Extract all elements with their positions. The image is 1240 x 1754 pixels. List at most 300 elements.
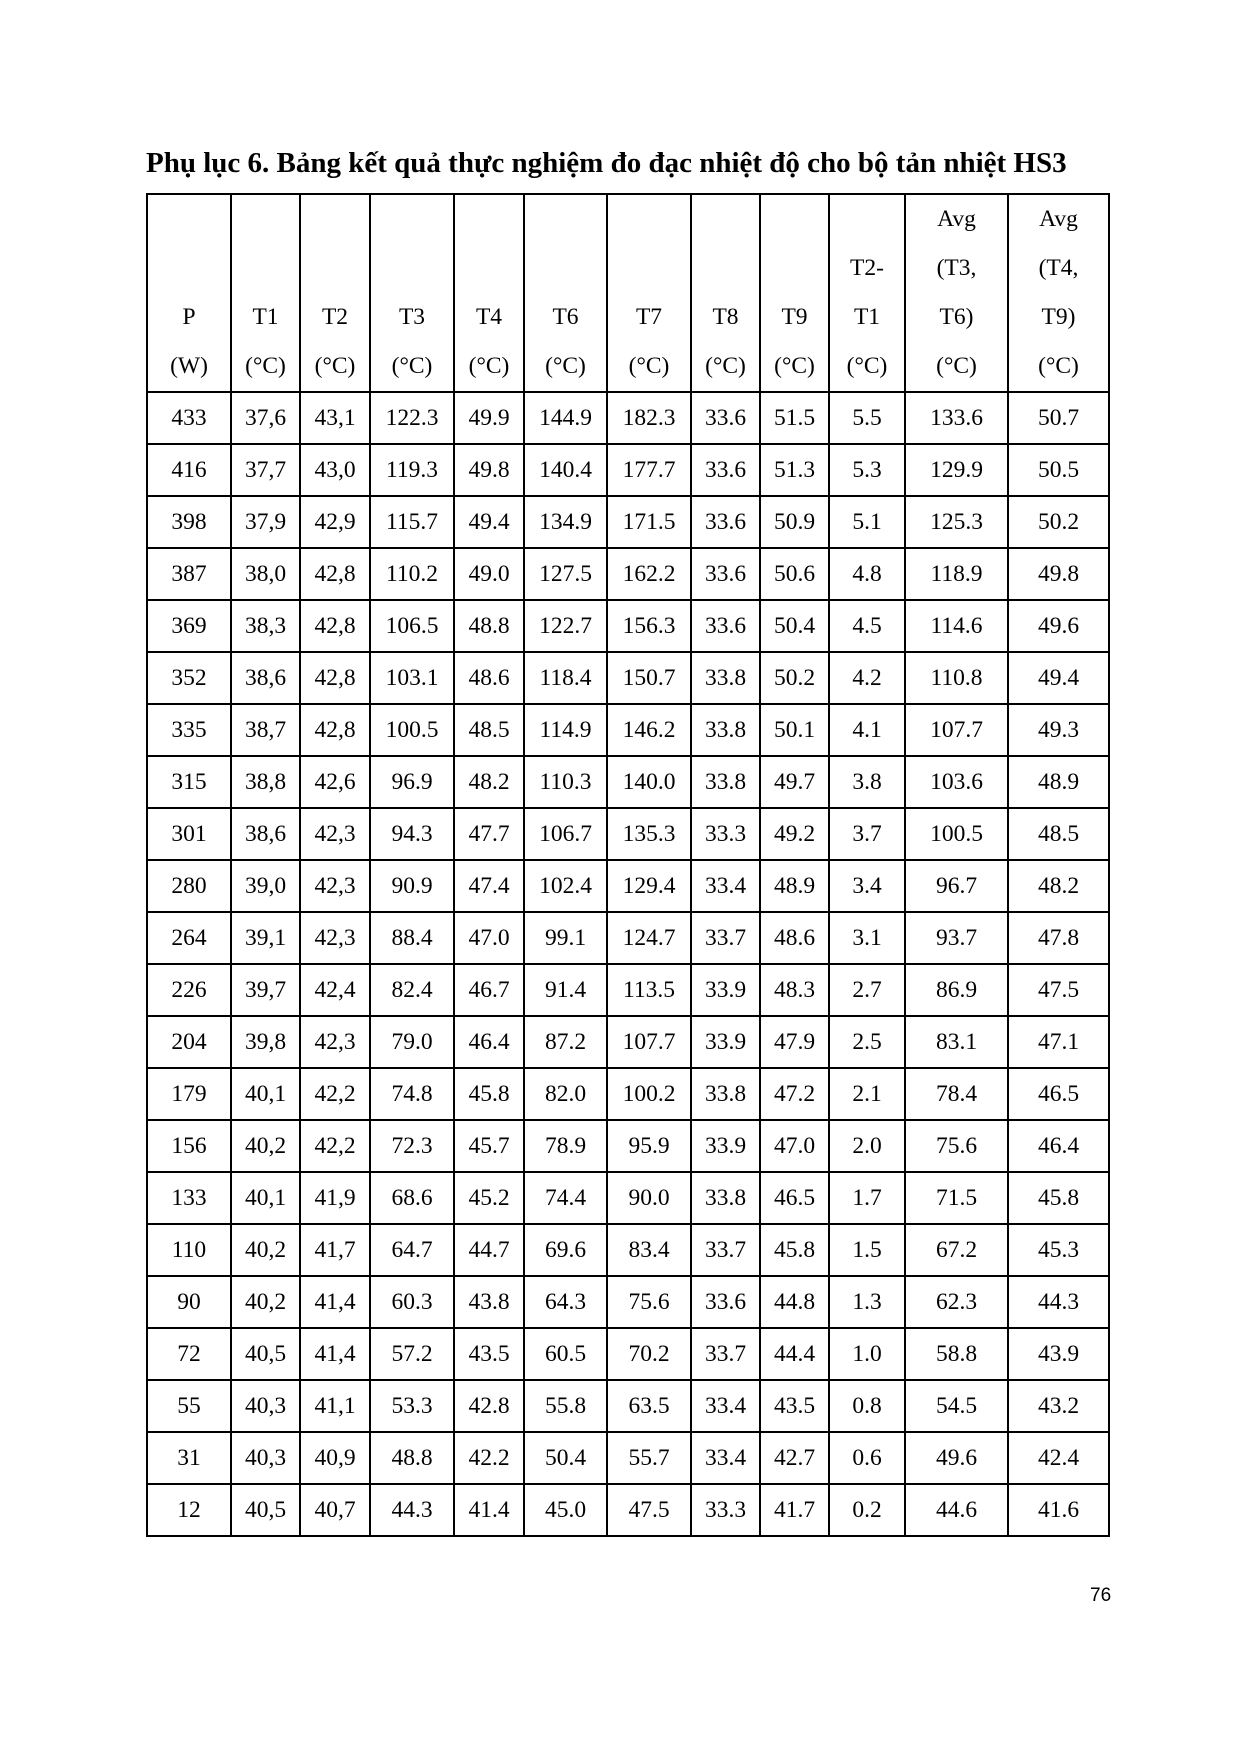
table-cell: 107.7 [905,704,1008,756]
table-cell: 50.5 [1008,444,1109,496]
table-cell: 48.5 [454,704,524,756]
table-cell: 115.7 [370,496,454,548]
table-cell: 48.8 [370,1432,454,1484]
table-cell: 49.2 [760,808,829,860]
table-cell: 58.8 [905,1328,1008,1380]
table-cell: 40,7 [300,1484,370,1536]
column-header [454,194,524,392]
table-cell: 33.6 [691,392,760,444]
table-cell: 110.2 [370,548,454,600]
table-cell: 83.1 [905,1016,1008,1068]
table-cell: 46.5 [760,1172,829,1224]
table-cell: 95.9 [607,1120,691,1172]
results-table [146,193,1110,1537]
table-cell: 39,1 [231,912,300,964]
table-row [147,912,1109,964]
column-header-line: T2 [321,304,349,330]
table-cell: 82.4 [370,964,454,1016]
table-cell: 38,0 [231,548,300,600]
table-cell: 133 [147,1172,231,1224]
table-cell: 50.4 [524,1432,607,1484]
table-cell: 75.6 [607,1276,691,1328]
table-cell: 41.4 [454,1484,524,1536]
table-cell: 125.3 [905,496,1008,548]
table-cell: 133.6 [905,392,1008,444]
table-cell: 74.4 [524,1172,607,1224]
column-header-line: (W) [170,353,208,379]
table-cell: 48.8 [454,600,524,652]
column-header-line: (°C) [245,353,286,379]
table-cell: 38,6 [231,652,300,704]
table-cell: 100.5 [370,704,454,756]
table-cell: 43,0 [300,444,370,496]
table-cell: 50.2 [1008,496,1109,548]
table-row [147,704,1109,756]
table-cell: 2.1 [829,1068,905,1120]
table-cell: 40,2 [231,1224,300,1276]
table-cell: 42,2 [300,1068,370,1120]
column-header-line: T2- [850,255,884,281]
table-cell: 42.7 [760,1432,829,1484]
table-cell: 37,9 [231,496,300,548]
column-header-line: (°C) [314,353,356,379]
table-cell: 1.5 [829,1224,905,1276]
column-header-line: T1 [252,304,279,330]
table-row [147,1016,1109,1068]
table-cell: 48.2 [454,756,524,808]
table-cell: 42,3 [300,860,370,912]
column-header [300,194,370,392]
table-cell: 82.0 [524,1068,607,1120]
table-cell: 33.3 [691,1484,760,1536]
table-cell: 96.9 [370,756,454,808]
table-cell: 100.5 [905,808,1008,860]
column-header-line: (°C) [774,353,815,379]
table-cell: 42,8 [300,600,370,652]
column-header-line: (°C) [391,353,433,379]
table-cell: 42.8 [454,1380,524,1432]
table-cell: 33.3 [691,808,760,860]
table-cell: 0.2 [829,1484,905,1536]
table-cell: 50.6 [760,548,829,600]
table-row [147,548,1109,600]
table-cell: 68.6 [370,1172,454,1224]
table-row [147,1068,1109,1120]
table-cell: 38,8 [231,756,300,808]
table-cell: 67.2 [905,1224,1008,1276]
column-header-line: T1 [853,304,881,330]
table-row [147,1432,1109,1484]
table-cell: 42,8 [300,704,370,756]
table-cell: 42,4 [300,964,370,1016]
table-cell: 83.4 [607,1224,691,1276]
table-cell: 107.7 [607,1016,691,1068]
table-row [147,444,1109,496]
table-cell: 122.7 [524,600,607,652]
table-cell: 171.5 [607,496,691,548]
table-cell: 110 [147,1224,231,1276]
table-cell: 44.3 [370,1484,454,1536]
table-cell: 41,1 [300,1380,370,1432]
table-cell: 146.2 [607,704,691,756]
column-header-line: (°C) [628,353,670,379]
table-cell: 33.9 [691,964,760,1016]
table-row [147,1380,1109,1432]
table-row [147,1172,1109,1224]
table-cell: 60.5 [524,1328,607,1380]
table-cell: 49.0 [454,548,524,600]
table-cell: 33.9 [691,1120,760,1172]
table-cell: 118.4 [524,652,607,704]
table-cell: 48.5 [1008,808,1109,860]
table-cell: 33.4 [691,1380,760,1432]
table-cell: 41.6 [1008,1484,1109,1536]
table-cell: 44.4 [760,1328,829,1380]
column-header-line: T6 [552,304,579,330]
table-cell: 51.3 [760,444,829,496]
table-cell: 33.6 [691,548,760,600]
column-header-line: P [182,304,196,330]
table-cell: 33.7 [691,1328,760,1380]
table-cell: 40,5 [231,1328,300,1380]
table-cell: 45.8 [760,1224,829,1276]
column-header [231,194,300,392]
table-cell: 119.3 [370,444,454,496]
table-cell: 40,1 [231,1068,300,1120]
column-header-line: T4 [475,304,503,330]
table-cell: 93.7 [905,912,1008,964]
table-cell: 45.2 [454,1172,524,1224]
table-cell: 72.3 [370,1120,454,1172]
table-cell: 49.4 [454,496,524,548]
table-cell: 129.9 [905,444,1008,496]
table-cell: 177.7 [607,444,691,496]
table-cell: 204 [147,1016,231,1068]
table-cell: 45.0 [524,1484,607,1536]
table-cell: 42.2 [454,1432,524,1484]
table-cell: 42,3 [300,808,370,860]
table-cell: 106.7 [524,808,607,860]
column-header-line: T3 [398,304,426,330]
table-row [147,1224,1109,1276]
table-cell: 2.0 [829,1120,905,1172]
table-cell: 50.2 [760,652,829,704]
table-cell: 70.2 [607,1328,691,1380]
table-cell: 49.4 [1008,652,1109,704]
table-cell: 46.4 [454,1016,524,1068]
table-row [147,1328,1109,1380]
table-cell: 43.2 [1008,1380,1109,1432]
table-cell: 33.6 [691,600,760,652]
table-cell: 41,7 [300,1224,370,1276]
column-header-line: T8 [712,304,739,330]
table-cell: 96.7 [905,860,1008,912]
table-cell: 90.0 [607,1172,691,1224]
column-header [370,194,454,392]
table-cell: 4.8 [829,548,905,600]
table-cell: 99.1 [524,912,607,964]
table-cell: 33.6 [691,444,760,496]
column-header-line: (T3, [936,255,977,281]
table-cell: 140.0 [607,756,691,808]
table-cell: 113.5 [607,964,691,1016]
table-cell: 72 [147,1328,231,1380]
table-cell: 150.7 [607,652,691,704]
table-cell: 75.6 [905,1120,1008,1172]
table-cell: 41,4 [300,1328,370,1380]
table-row [147,392,1109,444]
table-cell: 74.8 [370,1068,454,1120]
table-cell: 60.3 [370,1276,454,1328]
table-cell: 144.9 [524,392,607,444]
table-cell: 43.5 [454,1328,524,1380]
table-cell: 39,8 [231,1016,300,1068]
table-cell: 103.6 [905,756,1008,808]
table-cell: 69.6 [524,1224,607,1276]
table-cell: 44.3 [1008,1276,1109,1328]
table-body [147,392,1109,1536]
table-cell: 47.5 [1008,964,1109,1016]
table-cell: 398 [147,496,231,548]
table-cell: 40,9 [300,1432,370,1484]
table-cell: 352 [147,652,231,704]
table-cell: 44.6 [905,1484,1008,1536]
table-cell: 49.7 [760,756,829,808]
table-cell: 43.9 [1008,1328,1109,1380]
table-cell: 110.3 [524,756,607,808]
table-cell: 51.5 [760,392,829,444]
table-cell: 38,6 [231,808,300,860]
table-cell: 86.9 [905,964,1008,1016]
table-cell: 33.6 [691,496,760,548]
table-cell: 71.5 [905,1172,1008,1224]
table-cell: 48.6 [454,652,524,704]
table-cell: 64.3 [524,1276,607,1328]
table-cell: 55.8 [524,1380,607,1432]
column-header [905,194,1008,392]
column-header [147,194,231,392]
table-cell: 79.0 [370,1016,454,1068]
table-cell: 41,9 [300,1172,370,1224]
header-row [147,194,1109,392]
table-cell: 53.3 [370,1380,454,1432]
table-cell: 369 [147,600,231,652]
column-header-line: T9) [1041,304,1076,330]
table-cell: 57.2 [370,1328,454,1380]
table-cell: 49.3 [1008,704,1109,756]
table-cell: 127.5 [524,548,607,600]
table-cell: 433 [147,392,231,444]
table-cell: 40,2 [231,1276,300,1328]
table-cell: 48.2 [1008,860,1109,912]
table-cell: 129.4 [607,860,691,912]
table-cell: 47.4 [454,860,524,912]
table-cell: 0.8 [829,1380,905,1432]
table-cell: 50.4 [760,600,829,652]
table-cell: 12 [147,1484,231,1536]
table-cell: 1.3 [829,1276,905,1328]
table-cell: 43,1 [300,392,370,444]
column-header-line: (°C) [545,353,586,379]
table-row [147,964,1109,1016]
table-cell: 44.7 [454,1224,524,1276]
table-row [147,496,1109,548]
table-cell: 2.7 [829,964,905,1016]
table-cell: 40,2 [231,1120,300,1172]
table-cell: 42,2 [300,1120,370,1172]
table-cell: 78.9 [524,1120,607,1172]
table-cell: 301 [147,808,231,860]
table-cell: 49.6 [1008,600,1109,652]
table-cell: 55.7 [607,1432,691,1484]
table-cell: 100.2 [607,1068,691,1120]
column-header [829,194,905,392]
table-cell: 4.5 [829,600,905,652]
column-header-line: (°C) [1038,353,1079,379]
table-cell: 49.6 [905,1432,1008,1484]
table-cell: 33.7 [691,1224,760,1276]
table-cell: 43.8 [454,1276,524,1328]
table-cell: 44.8 [760,1276,829,1328]
table-cell: 179 [147,1068,231,1120]
table-cell: 135.3 [607,808,691,860]
column-header [760,194,829,392]
table-cell: 47.0 [454,912,524,964]
table-cell: 110.8 [905,652,1008,704]
table-cell: 3.7 [829,808,905,860]
column-header-line: T7 [635,304,663,330]
table-cell: 87.2 [524,1016,607,1068]
table-row [147,1276,1109,1328]
table-cell: 47.7 [454,808,524,860]
column-header [691,194,760,392]
table-cell: 3.1 [829,912,905,964]
table-cell: 41,4 [300,1276,370,1328]
table-cell: 140.4 [524,444,607,496]
table-cell: 0.6 [829,1432,905,1484]
table-cell: 48.6 [760,912,829,964]
table-cell: 387 [147,548,231,600]
table-row [147,1120,1109,1172]
table-row [147,808,1109,860]
table-cell: 42,9 [300,496,370,548]
table-cell: 42.4 [1008,1432,1109,1484]
column-header-line: (°C) [468,353,510,379]
table-cell: 40,3 [231,1432,300,1484]
table-cell: 45.8 [454,1068,524,1120]
table-cell: 31 [147,1432,231,1484]
table-cell: 54.5 [905,1380,1008,1432]
table-cell: 315 [147,756,231,808]
column-header-line: (°C) [936,353,977,379]
table-cell: 2.5 [829,1016,905,1068]
table-cell: 48.3 [760,964,829,1016]
table-cell: 50.7 [1008,392,1109,444]
table-cell: 124.7 [607,912,691,964]
table-cell: 46.4 [1008,1120,1109,1172]
table-cell: 103.1 [370,652,454,704]
table-cell: 33.4 [691,1432,760,1484]
table-cell: 45.7 [454,1120,524,1172]
table-cell: 156 [147,1120,231,1172]
column-header-line: Avg [1039,206,1078,232]
table-cell: 5.3 [829,444,905,496]
table-cell: 48.9 [1008,756,1109,808]
table-cell: 38,7 [231,704,300,756]
table-cell: 90 [147,1276,231,1328]
table-cell: 39,0 [231,860,300,912]
table-cell: 62.3 [905,1276,1008,1328]
column-header-line: Avg [937,206,976,232]
table-cell: 46.5 [1008,1068,1109,1120]
table-row [147,860,1109,912]
table-cell: 156.3 [607,600,691,652]
page-number: 76 [1090,1585,1112,1606]
table-cell: 42,8 [300,548,370,600]
table-cell: 47.8 [1008,912,1109,964]
column-header-line: T6) [939,304,974,330]
table-cell: 33.6 [691,1276,760,1328]
table-cell: 5.5 [829,392,905,444]
table-cell: 50.9 [760,496,829,548]
table-cell: 264 [147,912,231,964]
table-cell: 33.7 [691,912,760,964]
table-cell: 114.6 [905,600,1008,652]
table-cell: 33.4 [691,860,760,912]
table-cell: 42,3 [300,1016,370,1068]
table-cell: 47.2 [760,1068,829,1120]
table-cell: 42,8 [300,652,370,704]
table-cell: 43.5 [760,1380,829,1432]
table-cell: 122.3 [370,392,454,444]
table-cell: 1.7 [829,1172,905,1224]
table-cell: 38,3 [231,600,300,652]
table-cell: 37,7 [231,444,300,496]
table-row [147,600,1109,652]
table-cell: 37,6 [231,392,300,444]
table-cell: 3.4 [829,860,905,912]
table-cell: 33.9 [691,1016,760,1068]
table-cell: 4.2 [829,652,905,704]
table-cell: 182.3 [607,392,691,444]
table-cell: 335 [147,704,231,756]
table-cell: 42,6 [300,756,370,808]
table-cell: 416 [147,444,231,496]
table-cell: 40,1 [231,1172,300,1224]
table-cell: 106.5 [370,600,454,652]
table-cell: 64.7 [370,1224,454,1276]
table-cell: 102.4 [524,860,607,912]
column-header-line: T9 [781,304,808,330]
table-cell: 280 [147,860,231,912]
table-cell: 40,5 [231,1484,300,1536]
table-cell: 46.7 [454,964,524,1016]
table-row [147,652,1109,704]
table-cell: 39,7 [231,964,300,1016]
table-cell: 48.9 [760,860,829,912]
table-cell: 42,3 [300,912,370,964]
column-header-line: (°C) [705,353,746,379]
table-cell: 118.9 [905,548,1008,600]
table-cell: 47.0 [760,1120,829,1172]
page-title: Phụ lục 6. Bảng kết quả thực nghiệm đo đạc nhiệt độ cho bộ tản nhiệt HS3 [146,147,1067,179]
table-cell: 88.4 [370,912,454,964]
table-cell: 5.1 [829,496,905,548]
table-cell: 45.8 [1008,1172,1109,1224]
table-cell: 91.4 [524,964,607,1016]
table-cell: 49.8 [454,444,524,496]
table-cell: 33.8 [691,652,760,704]
